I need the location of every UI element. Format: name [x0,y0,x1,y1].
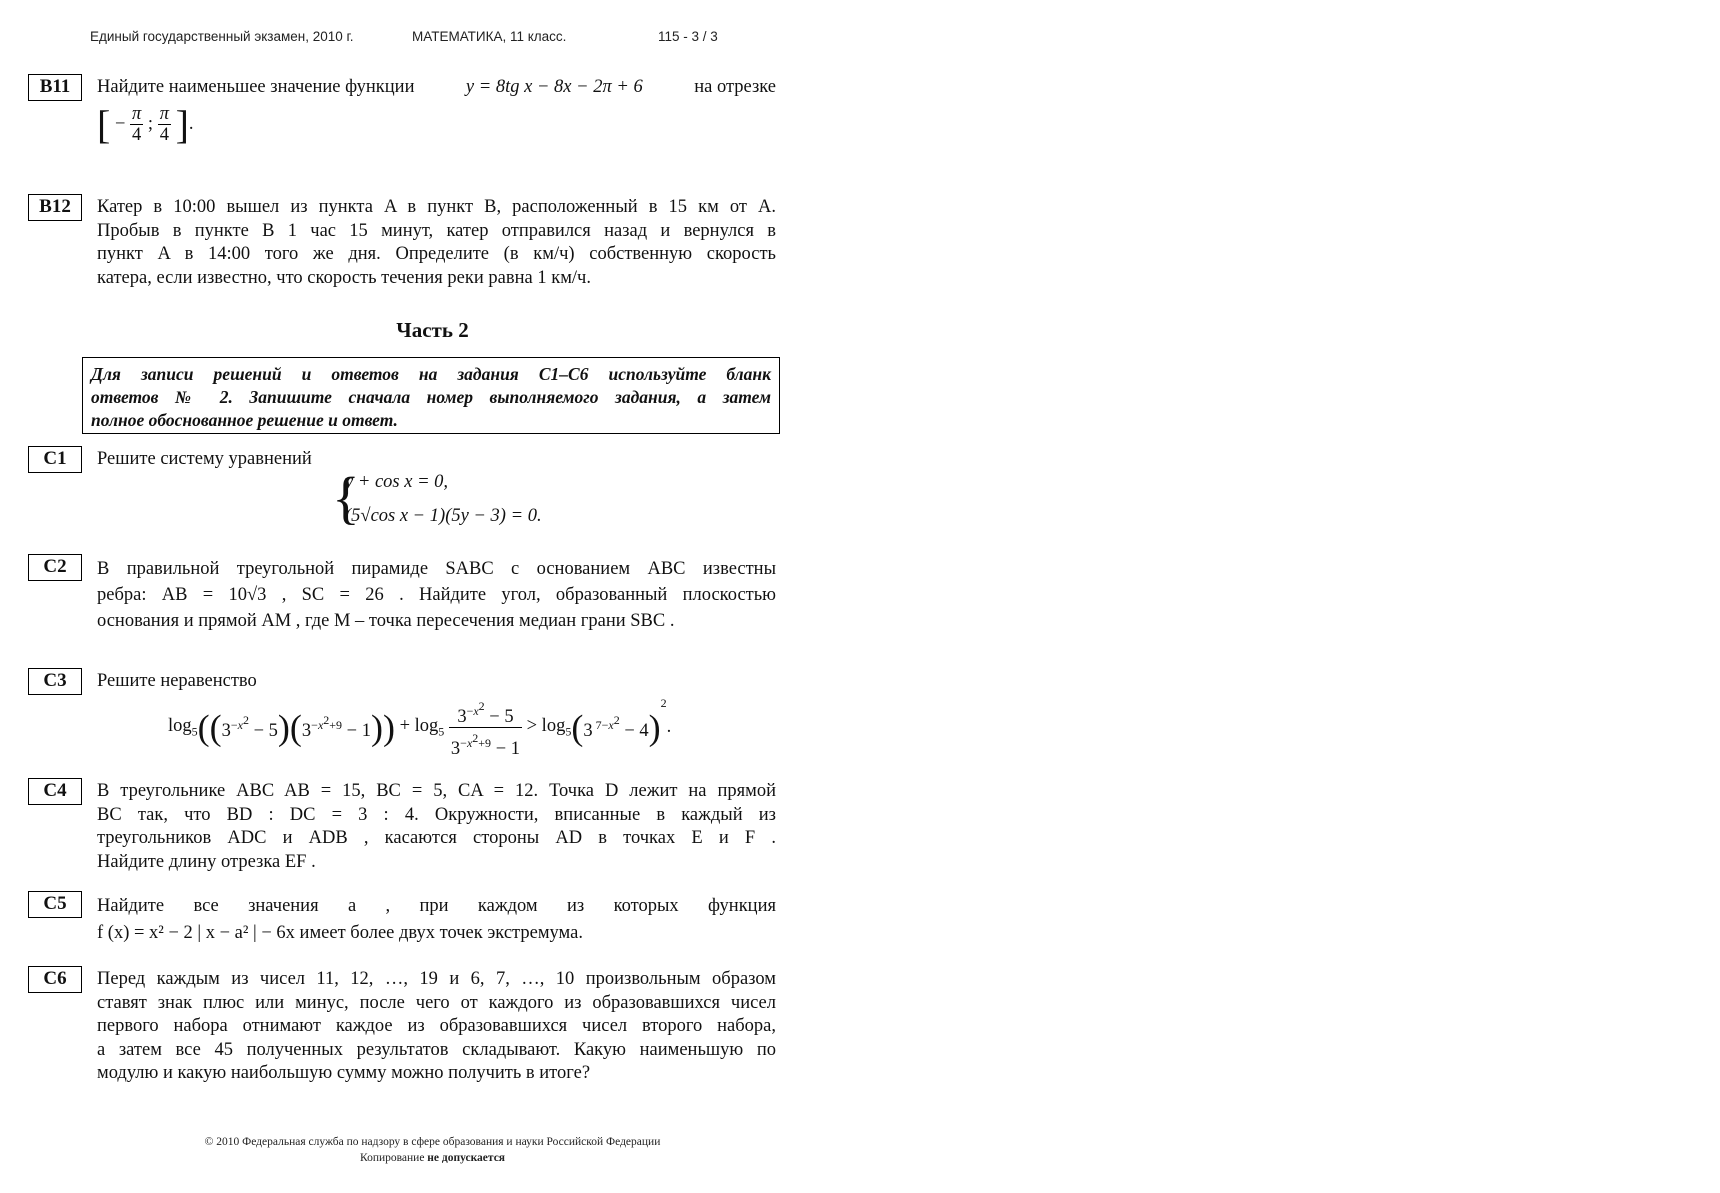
part-2-heading: Часть 2 [396,318,469,342]
b11-line1: Найдите наименьшее значение функции [97,77,415,97]
footer-copyright: © 2010 Федеральная служба по надзору в сфере образования и науки Российской Федерации [204,1136,661,1148]
task-number: C4 [28,778,82,805]
c4-line2: BC так, что BD : DC = 3 : 4. Окружности, вписанные в каждый из [97,804,776,825]
task-number: B12 [28,194,82,221]
task-number: C1 [28,446,82,473]
c6-line2: ставят знак плюс или минус, после чего от каждого из образовавшихся чисел [97,992,776,1013]
task-text [97,196,776,290]
footer-copying-notice [0,1150,865,1166]
header-exam: Единый государственный экзамен, 2010 г. [90,29,354,44]
b12-line1: Катер в 10:00 вышел из пункта A в пункт B, расположенный в 15 км от A. [97,197,776,217]
c6-line3: первого набора отнимают каждое из образовавшихся чисел второго набора, [97,1016,776,1036]
instructions-box [82,357,780,434]
b11-function: y = 8tg x − 8x − 2π + 6 [465,77,643,97]
c4-line3: треугольников ADC и ADB , касаются стороны AD в точках E и F . [97,828,776,848]
task-number: C2 [28,554,82,581]
b11-interval: [ − $\frac{\pi}{4}$ ; $\frac{\pi}{4}$ ]. [97,101,194,147]
task-number: C5 [28,891,82,918]
b12-line3: пункт A в 14:00 того же дня. Определите (в км/ч) собственную скорость [97,244,776,264]
task-text [97,893,776,947]
c1-text: Решите систему уравнений [97,449,312,469]
task-number: C6 [28,966,82,993]
header-subject: МАТЕМАТИКА, 11 класс. [412,29,567,44]
c2-line2: ребра: AB = 10√3 , SC = 26 . Найдите угол, образованный плоскостью [97,585,776,605]
c5-line2: f (x) = x² − 2 | x − a² | − 6x имеет более двух точек экстремума. [97,923,583,943]
instructions-line2: ответов № 2. Запишите сначала номер выполняемого задания, а затем [91,387,771,407]
b12-line4: катера, если известно, что скорость течения реки равна 1 км/ч. [97,267,591,288]
c1-equation-1: y + cos x = 0, [345,472,449,492]
task-text [97,448,776,472]
b12-line2: Пробыв в пункте B 1 час 15 минут, катер отправился назад и вернулся в [97,220,776,241]
c4-line1: В треугольнике ABC AB = 15, BC = 5, CA = 12. Точка D лежит на прямой [97,781,776,801]
b11-tail: на отрезке [694,77,776,97]
page-footer [0,1134,865,1166]
c6-line1: Перед каждым из чисел 11, 12, …, 19 и 6, 7, …, 10 произвольным образом [97,969,776,989]
c6-line4: а затем все 45 полученных результатов складывают. Какую наименьшую по [97,1039,776,1060]
task-number: B11 [28,74,82,101]
task-text [97,556,776,634]
c6-line5: модулю и какую наибольшую сумму можно получить в итоге? [97,1063,591,1083]
c1-equation-2: (5√cos x − 1)(5y − 3) = 0. [345,506,542,526]
task-text [97,968,776,1086]
task-number: C3 [28,668,82,695]
task-text [97,780,776,874]
footer-copying-prohibited: не допускается [427,1152,506,1164]
c2-line1: В правильной треугольной пирамиде SABC с основанием ABC известны [97,559,776,579]
c4-line4: Найдите длину отрезка EF . [97,851,316,872]
c5-line1: Найдите все значения a , при каждом из которых функция [97,896,776,916]
exam-page: Единый государственный экзамен, 2010 г. МАТЕМАТИКА, 11 класс. 115 - 3 / 3 B11 Найдите наименьшее значение функции y = 8tg x − 8x − 2π + 6 на отрезке [ − $\frac{\pi}{4}$ ; $\frac{\pi}{4}$ ]. B12 Катер в 10:00 вышел из пункта A в пункт B, расположенный в 15 км от A. Пробыв в пункте B 1 час 15 минут, катер отправился назад и вернулся в пункт A в 14:00 того же дня. Определите (в км/ч) собственную скорость катера, если известно, что скорость течения реки равна 1 км/ч. Часть 2 Для записи решений и ответов на задания С1–С6 используйте бланк ответов № 2. Запишите сначала номер выполняемого задания, а затем полное обоснованное решение и ответ. C1 Решите систему уравнений { y + cos x = 0, (5√cos x − 1)(5y − 3) = 0. C2 В правильной треугольной пирамиде SABC с основанием ABC известны ребра: AB = 10√3 , SC = 26 . Найдите угол, образованный плоскостью основания и прямой AM , где M – точка пересечения медиан грани SBC . C3 Решите неравенство $\log_5((3^{-x^2} - 5)(3^{-x^2+9} - 1)) + \log_5$ $\frac{3^{-x^2} - 5}{3^{-x^2+9} - 1}$ > $\log_5(3$ $^{7-x^2}$ − 4)$^2$. C4 В треугольнике ABC AB = 15, BC = 5, CA = 12. Точка D лежит на прямой BC так, что BD : DC = 3 : 4. Окружности, вписанные в каждый из треугольников ADC и ADB , касаются стороны AD в точках E и F . Найдите длину отрезка EF . C5 Найдите все значения a , при каждом из которых функция f (x) = x² − 2 | x − a² | − 6x имеет более двух точек экстремума. C6 Перед каждым из чисел 11, 12, …, 19 и 6, 7, …, 10 произвольным образом ставят знак плюс или минус, после чего от каждого из образовавшихся чисел первого набора отнимают каждое из образовавшихся чисел второго набора, а затем все 45 полученных результатов складывают. Какую наименьшую по модулю и какую наибольшую сумму можно получить в итоге? © 2010 Федеральная служба по надзору в сфере образования и науки Российской Федерации Копирование не допускается [0,0,1720,1193]
task-text [97,670,776,694]
c3-text: Решите неравенство [97,671,257,691]
footer-copying-label: Копирование [359,1152,428,1164]
c2-line3: основания и прямой AM , где M – точка пересечения медиан грани SBC . [97,611,675,631]
instructions-line1: Для записи решений и ответов на задания С1–С6 используйте бланк [91,364,771,384]
instructions-line3: полное обоснованное решение и ответ. [91,410,398,430]
header-page-number: 115 - 3 / 3 [658,29,718,44]
c3-inequality: $\log_5((3^{-x^2} - 5)(3^{-x^2+9} - 1)) + \log_5$ $\frac{3^{-x^2} - 5}{3^{-x^2+9} - 1}$ > $\log_5(3$ $^{7-x^2}$ − 4)$^2$. [168,696,672,760]
task-text [97,76,776,147]
